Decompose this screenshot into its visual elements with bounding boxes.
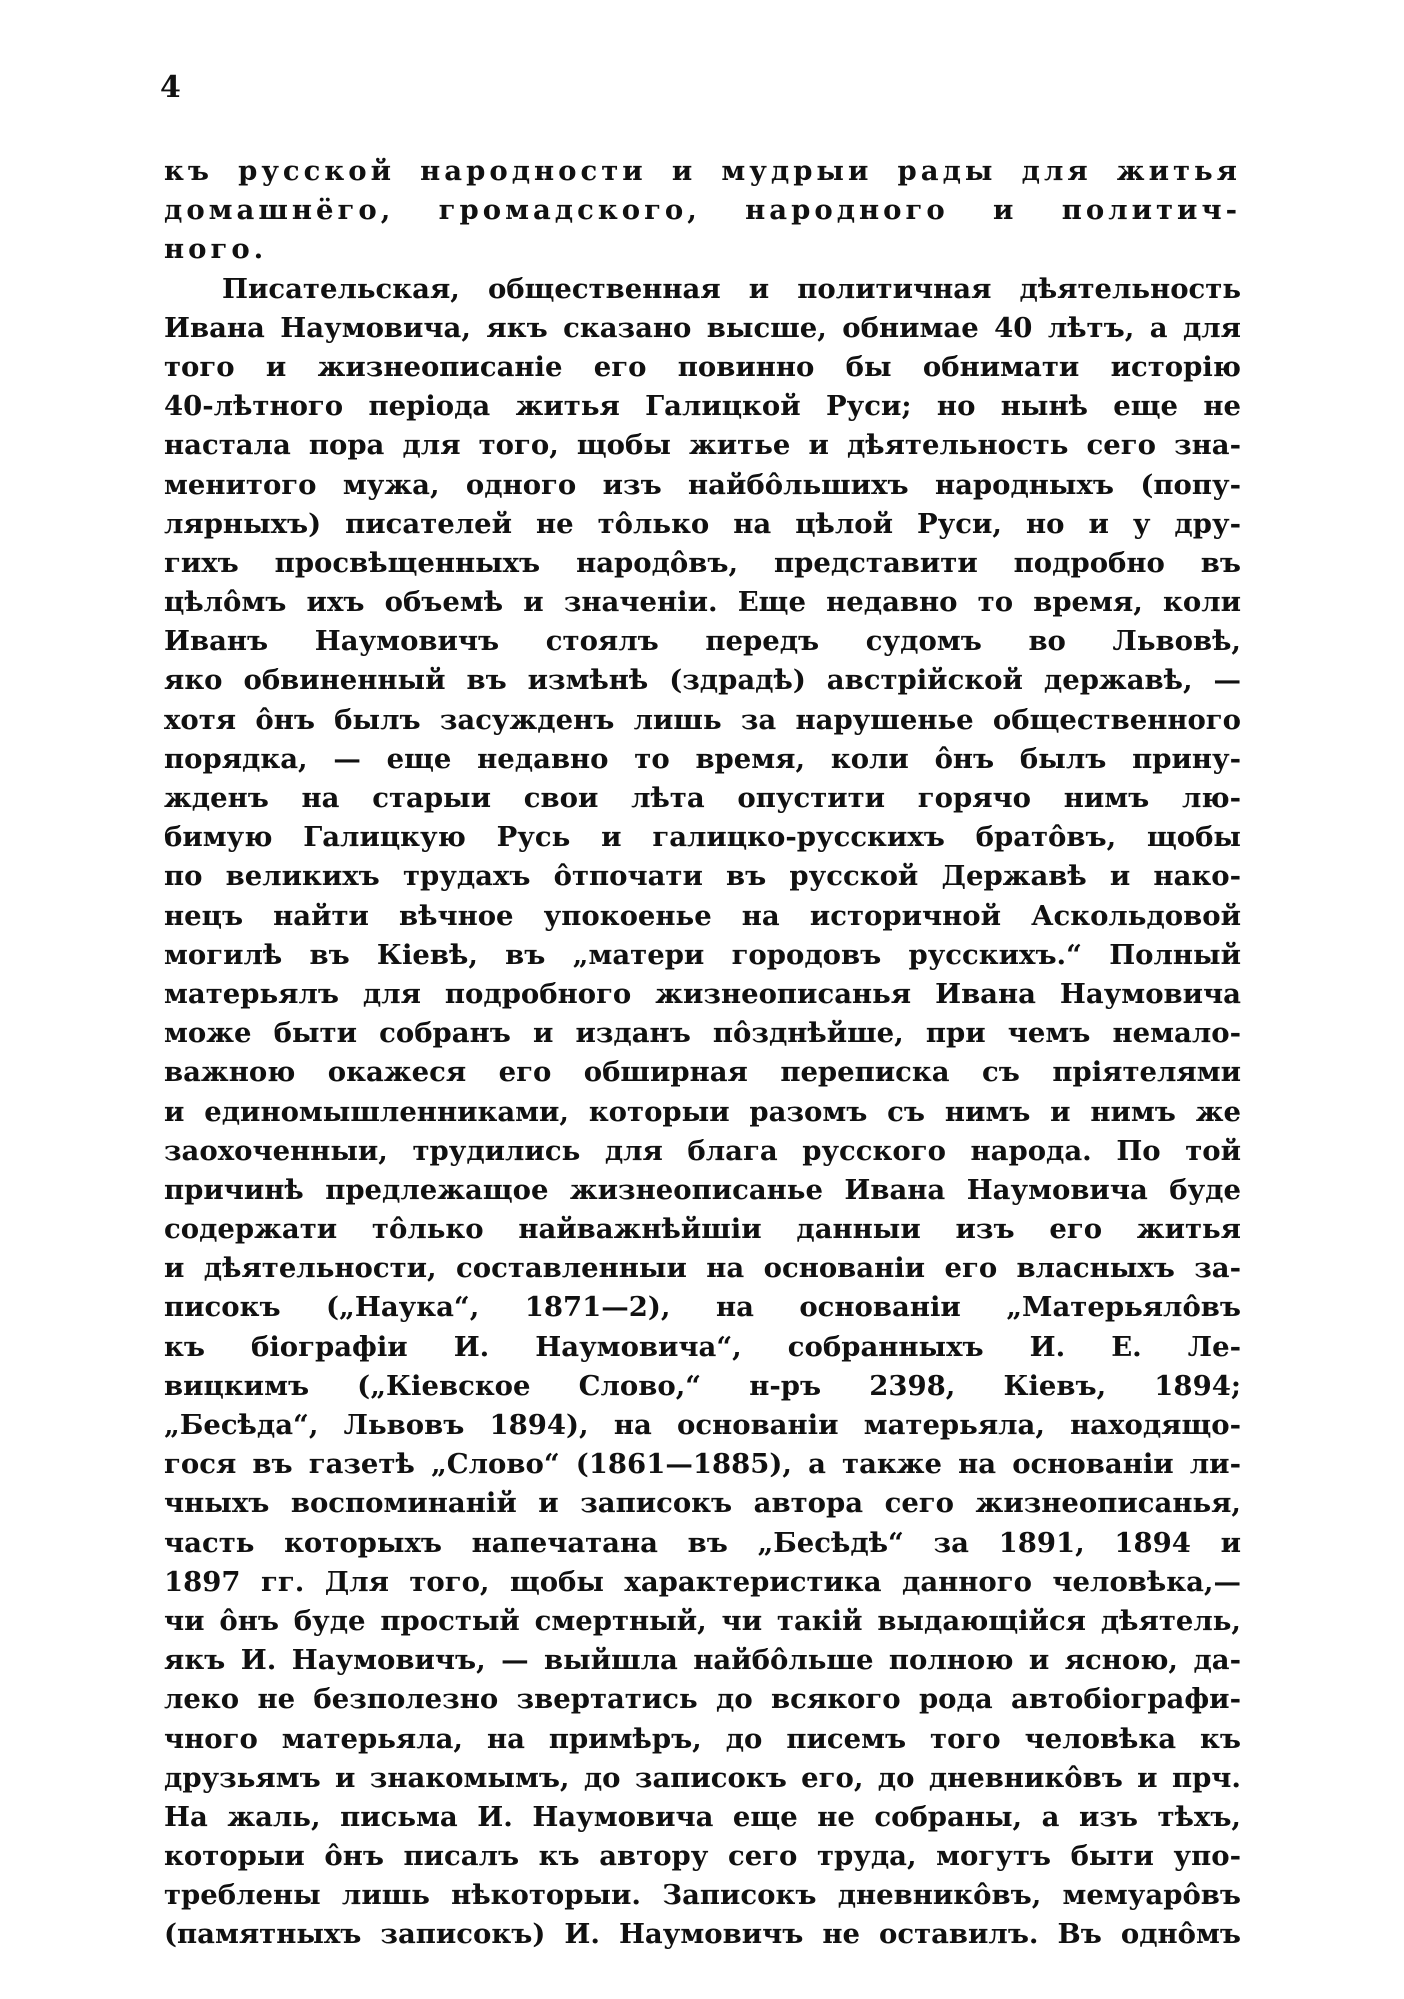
text-line: къ русской народности и мудрыи рады для житья xyxy=(164,155,1241,187)
text-line: и дѣятельности, составленныи на основаніи его власныхъ за- xyxy=(164,1252,1241,1285)
text-line: порядка, — еще недавно то время, коли ôнъ былъ прину- xyxy=(164,742,1241,775)
text-line: хотя ôнъ былъ засужденъ лишь за нарушенье общественного xyxy=(164,703,1241,736)
text-line: може быти собранъ и изданъ пôзднѣйше, при чемъ немало- xyxy=(164,1017,1241,1050)
text-line: могилѣ въ Кіевѣ, въ „матери городовъ русскихъ.“ Полный xyxy=(164,938,1241,971)
text-line: домашнёго, громадского, народного и политич- xyxy=(164,194,1241,227)
text-line: лярныхъ) писателей не тôлько на цѣлой Руси, но и у дру- xyxy=(164,507,1241,540)
text-line: того и жизнеописаніе его повинно бы обнимати исторію xyxy=(164,350,1241,383)
text-line: На жаль, письма И. Наумовича еще не собраны, а изъ тѣхъ, xyxy=(164,1800,1241,1833)
text-line: Иванъ Наумовичъ стоялъ передъ судомъ во Львовѣ, xyxy=(164,625,1241,658)
text-line: заохоченныи, трудились для блага русского народа. По той xyxy=(164,1134,1241,1167)
body-text xyxy=(164,152,1241,1955)
text-line: причинѣ предлежащое жизнеописанье Ивана Наумовича буде xyxy=(164,1173,1241,1206)
text-line: ного. xyxy=(164,233,268,266)
text-line: Писательская, общественная и политичная дѣятельность xyxy=(222,272,1241,305)
text-line: чи ôнъ буде простый смертный, чи такій выдающійся дѣятель, xyxy=(164,1604,1241,1637)
text-line: яко обвиненный въ измѣнѣ (здрадѣ) австрійской державѣ, — xyxy=(164,664,1241,697)
text-line: къ біографіи И. Наумовича“, собранныхъ И. Е. Ле- xyxy=(164,1330,1241,1363)
text-line: часть которыхъ напечатана въ „Бесѣдѣ“ за 1891, 1894 и xyxy=(164,1526,1241,1559)
text-line: важною окажеся его обширная переписка съ пріятелями xyxy=(164,1056,1241,1089)
text-line: гося въ газетѣ „Слово“ (1861—1885), а также на основаніи ли- xyxy=(164,1448,1241,1481)
text-line: менитого мужа, одного изъ найбôльшихъ народныхъ (попу- xyxy=(164,468,1241,501)
text-line: содержати тôлько найважнѣйшіи данныи изъ его житья xyxy=(164,1213,1241,1246)
text-line: друзьямъ и знакомымъ, до записокъ его, до дневникôвъ и прч. xyxy=(164,1761,1241,1794)
text-line: и единомышленниками, которыи разомъ съ нимъ и нимъ же xyxy=(164,1095,1241,1128)
text-line: леко не безполезно звертатись до всякого рода автобіографи- xyxy=(164,1683,1241,1716)
text-line: якъ И. Наумовичъ, — выйшла найбôльше полною и ясною, да- xyxy=(164,1644,1241,1677)
text-line: чныхъ воспоминаній и записокъ автора сего жизнеописанья, xyxy=(164,1487,1241,1520)
text-line: которыи ôнъ писалъ къ автору сего труда, могутъ быти упо- xyxy=(164,1840,1241,1873)
text-line: 40-лѣтного періода житья Галицкой Руси; но нынѣ еще не xyxy=(164,390,1241,423)
text-line: матерьялъ для подробного жизнеописанья Ивана Наумовича xyxy=(164,977,1241,1010)
text-line: чного матерьяла, на примѣръ, до писемъ того человѣка къ xyxy=(164,1722,1241,1755)
text-line: треблены лишь нѣкоторыи. Записокъ дневникôвъ, мемуарôвъ xyxy=(164,1879,1241,1912)
text-line: писокъ („Наука“, 1871—2), на основаніи „Матерьялôвъ xyxy=(164,1291,1241,1324)
text-line: по великихъ трудахъ ôтпочати въ русской Державѣ и нако- xyxy=(164,860,1241,893)
page-number: 4 xyxy=(160,70,181,105)
text-line: жденъ на старыи свои лѣта опустити горячо нимъ лю- xyxy=(164,782,1241,814)
text-line: гихъ просвѣщенныхъ народôвъ, представити подробно въ xyxy=(164,546,1241,579)
text-line: Ивана Наумовича, якъ сказано высше, обнимае 40 лѣтъ, а для xyxy=(164,311,1241,344)
text-line: вицкимъ („Кіевское Слово,“ н-ръ 2398, Кіевъ, 1894; xyxy=(164,1369,1241,1402)
text-line: 1897 гг. Для того, щобы характеристика данного человѣка,— xyxy=(164,1565,1241,1598)
text-line: (памятныхъ записокъ) И. Наумовичъ не оставилъ. Въ однôмъ xyxy=(164,1918,1241,1951)
text-line: бимую Галицкую Русь и галицко-русскихъ братôвъ, щобы xyxy=(164,821,1241,854)
text-line: настала пора для того, щобы житье и дѣятельность сего зна- xyxy=(164,429,1241,462)
text-line: „Бесѣда“, Львовъ 1894), на основаніи матерьяла, находящо- xyxy=(164,1409,1241,1441)
text-line: цѣлôмъ ихъ объемѣ и значеніи. Еще недавно то время, коли xyxy=(164,586,1241,619)
text-line: нецъ найти вѣчное упокоенье на историчной Аскольдовой xyxy=(164,899,1241,932)
